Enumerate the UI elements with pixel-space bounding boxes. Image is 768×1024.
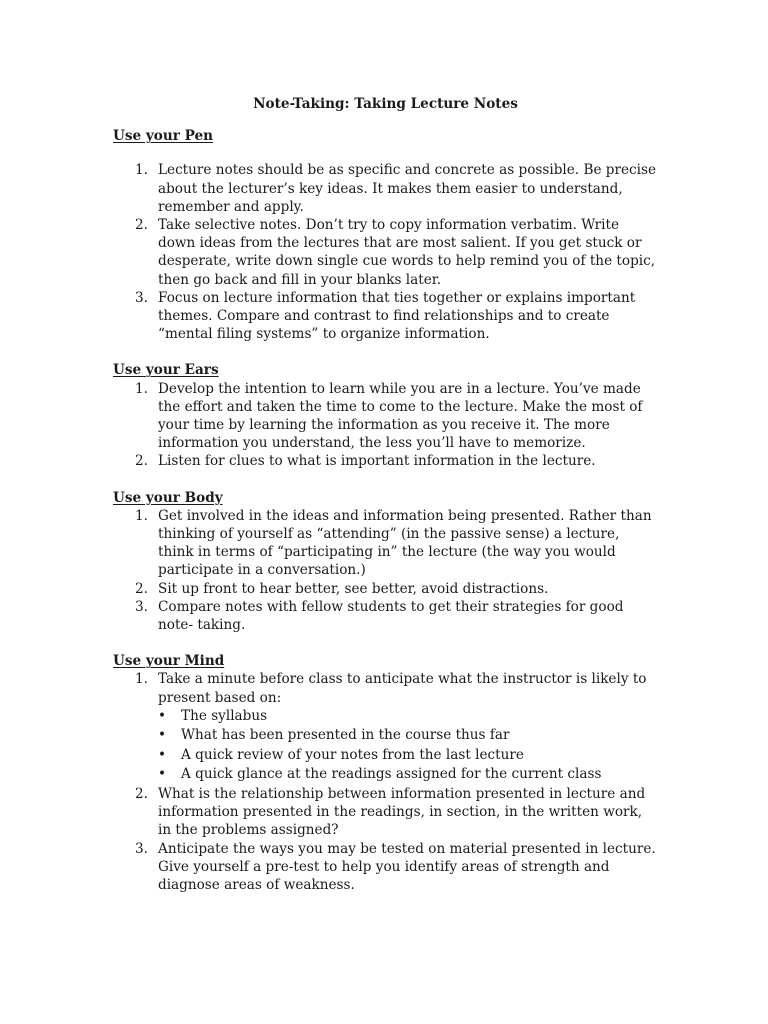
list-item <box>113 452 658 470</box>
item-text: Lecture notes should be as specific and concrete as possible. Be precise about the lecturer’s key ideas. It makes them easier to understand, remember and apply. <box>158 162 657 215</box>
item-number: 3. <box>135 289 148 306</box>
item-text: Take a minute before class to anticipate what the instructor is likely to present based on: <box>158 671 647 706</box>
item-number: 1. <box>135 507 148 524</box>
item-text: Take selective notes. Don’t try to copy information verbatim. Write down ideas from the lectures that are most salient. If you get stuck or desperate, write down single cue words to help remind you of the topic, then go back and fill in your blanks later. <box>158 217 656 288</box>
section-use-your-ears <box>113 361 658 470</box>
item-number: 3. <box>135 598 148 615</box>
list-item <box>113 507 658 580</box>
item-number: 2. <box>135 580 148 597</box>
section-heading: Use your Mind <box>113 653 225 670</box>
list-item <box>113 289 658 344</box>
section-heading: Use your Pen <box>113 128 214 145</box>
item-text: What is the relationship between information presented in lecture and information presented in the readings, in section, in the written work, in the problems assigned? <box>158 785 646 839</box>
numbered-list <box>113 507 658 634</box>
section-use-your-body <box>113 489 658 635</box>
section-use-your-mind <box>113 652 658 894</box>
item-number: 1. <box>135 671 148 688</box>
item-text: Focus on lecture information that ties together or explains important themes. Compare and contrast to find relationships and to create “mental filing systems” to organize information. <box>158 289 636 343</box>
bullet-text: The syllabus <box>181 707 268 724</box>
list-item <box>113 161 658 216</box>
item-number: 3. <box>135 840 148 857</box>
list-item <box>113 598 658 634</box>
list-item <box>113 840 658 895</box>
item-text: Get involved in the ideas and information being presented. Rather than thinking of yourself as “attending” (in the passive sense) a lecture, think in terms of “participating in” the lecture (the way you would participate in a conversation.) <box>158 507 652 579</box>
item-text: Compare notes with fellow students to get their strategies for good note- taking. <box>158 598 624 634</box>
item-text: Develop the intention to learn while you are in a lecture. You’ve made the effort and taken the time to come to the lecture. Make the most of your time by learning the information as you receive it. The more information you understand, the less you’ll have to memorize. <box>158 380 643 452</box>
item-number: 2. <box>135 785 148 802</box>
bullet-list <box>158 707 658 785</box>
item-text: Listen for clues to what is important information in the lecture. <box>158 453 596 470</box>
item-text: Sit up front to hear better, see better, avoid distractions. <box>158 580 549 597</box>
list-item <box>113 216 658 289</box>
numbered-list <box>113 670 658 894</box>
item-text: Anticipate the ways you may be tested on material presented in lecture. Give yourself a pre-test to help you identify areas of strength and diagnose areas of weakness. <box>158 840 656 893</box>
bullet-icon: • <box>158 766 167 783</box>
item-number: 2. <box>135 217 148 234</box>
bullet-text: A quick glance at the readings assigned for the current class <box>181 766 602 783</box>
numbered-list <box>113 380 658 471</box>
bullet-item <box>158 765 658 785</box>
item-number: 1. <box>135 380 148 397</box>
bullet-text: What has been presented in the course thus far <box>181 727 510 744</box>
section-heading: Use your Ears <box>113 362 219 379</box>
bullet-icon: • <box>158 707 167 724</box>
list-item <box>113 785 658 840</box>
bullet-icon: • <box>158 727 167 744</box>
list-item <box>113 580 658 598</box>
bullet-item <box>158 746 658 766</box>
document-title: Note-Taking: Taking Lecture Notes <box>253 96 518 112</box>
item-number: 1. <box>135 162 148 179</box>
item-number: 2. <box>135 453 148 470</box>
bullet-item <box>158 726 658 746</box>
bullet-item <box>158 707 658 727</box>
list-item <box>113 380 658 453</box>
document-page <box>113 95 658 912</box>
bullet-text: A quick review of your notes from the last lecture <box>181 746 524 763</box>
list-item <box>113 670 658 784</box>
numbered-list <box>113 161 658 343</box>
bullet-icon: • <box>158 746 167 763</box>
section-use-your-pen <box>113 127 658 343</box>
section-heading: Use your Body <box>113 489 223 506</box>
